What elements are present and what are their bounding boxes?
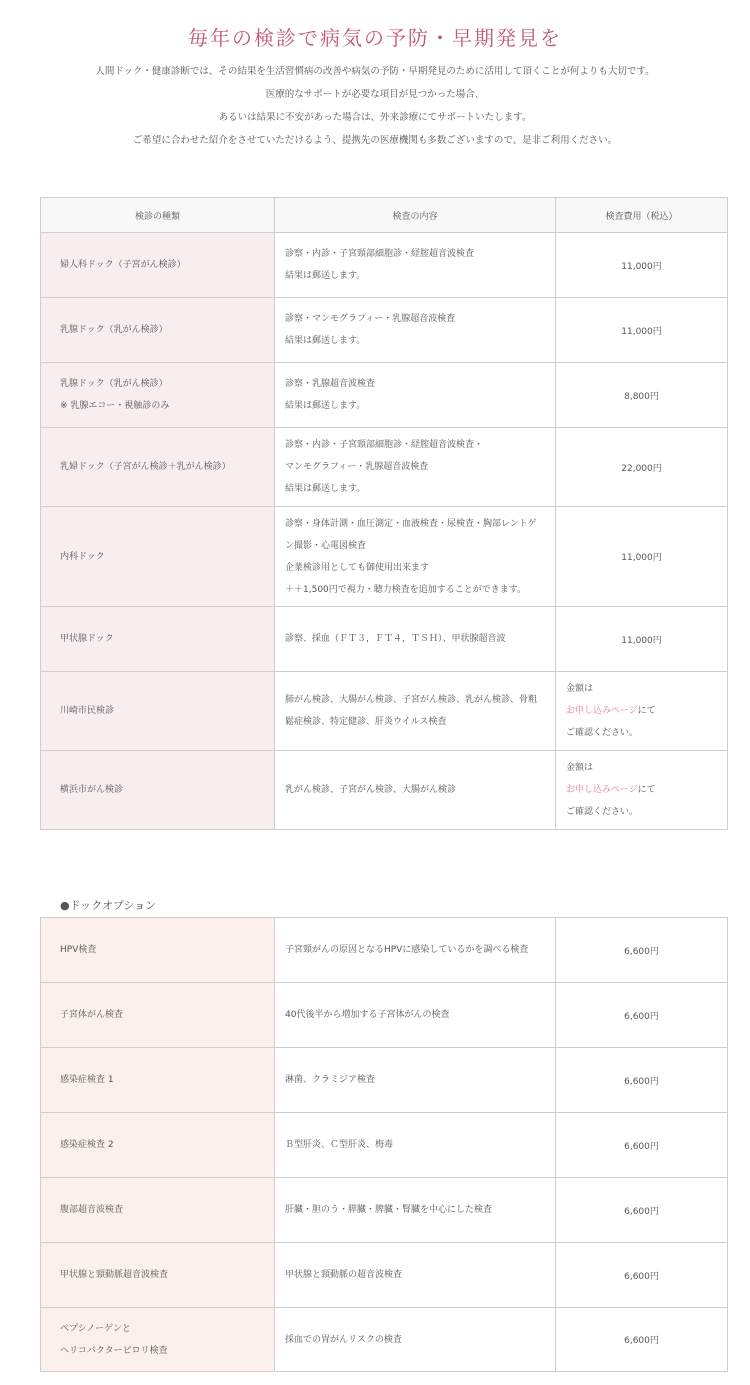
exam-type-cell: 内科ドック <box>41 507 275 607</box>
option-type-cell: 子宮体がん検査 <box>41 983 275 1048</box>
option-type-cell: 腹部超音波検査 <box>41 1178 275 1243</box>
option-price-cell: 6,600円 <box>556 1113 728 1178</box>
exam-price-cell: 8,800円 <box>556 363 728 428</box>
intro-text <box>0 60 750 152</box>
exam-content-cell: 診察・内診・子宮頸部細胞診・経腟超音波検査・ マンモグラフィー・乳腺超音波検査 結果は郵送します。 <box>275 428 556 507</box>
table-row <box>41 1113 728 1178</box>
option-type-cell: HPV検査 <box>41 918 275 983</box>
exam-price-table <box>40 197 728 830</box>
exam-price-cell: 金額は お申し込みページにて ご確認ください。 <box>556 672 728 751</box>
options-table <box>40 917 728 1372</box>
option-content-cell: 40代後半から増加する子宮体がんの検査 <box>275 983 556 1048</box>
exam-content-cell: 診察・乳腺超音波検査 結果は郵送します。 <box>275 363 556 428</box>
table-row <box>41 1243 728 1308</box>
exam-type-cell: 婦人科ドック（子宮がん検診） <box>41 233 275 298</box>
exam-price-cell: 11,000円 <box>556 233 728 298</box>
intro-line: ご希望に合わせた紹介をさせていただけるよう、提携先の医療機関も多数ございますので、是非ご利用ください。 <box>132 135 618 146</box>
exam-type-cell: 川崎市民検診 <box>41 672 275 751</box>
exam-price-cell: 11,000円 <box>556 507 728 607</box>
option-price-cell: 6,600円 <box>556 1178 728 1243</box>
table-row <box>41 428 728 507</box>
option-type-cell: 甲状腺と頸動脈超音波検査 <box>41 1243 275 1308</box>
option-price-cell: 6,600円 <box>556 1308 728 1372</box>
option-price-cell: 6,600円 <box>556 1243 728 1308</box>
exam-type-cell: 甲状腺ドック <box>41 607 275 672</box>
table-row <box>41 918 728 983</box>
exam-content-cell: 乳がん検診、子宮がん検診、大腸がん検診 <box>275 751 556 830</box>
exam-content-cell: 診察、採血（ＦＴ３，ＦＴ４，ＴＳＨ）、甲状腺超音波 <box>275 607 556 672</box>
exam-price-cell: 金額は お申し込みページにて ご確認ください。 <box>556 751 728 830</box>
exam-price-cell: 11,000円 <box>556 607 728 672</box>
table-header-row <box>41 198 728 233</box>
option-content-cell: 子宮頸がんの原因となるHPVに感染しているかを調べる検査 <box>275 918 556 983</box>
option-type-cell: 感染症検査 1 <box>41 1048 275 1113</box>
option-content-cell: 甲状腺と頸動脈の超音波検査 <box>275 1243 556 1308</box>
intro-line: 医療的なサポートが必要な項目が見つかった場合、 <box>265 89 485 100</box>
exam-type-cell: 乳腺ドック（乳がん検診） <box>41 298 275 363</box>
option-price-cell: 6,600円 <box>556 1048 728 1113</box>
exam-content-cell: 診察・身体計測・血圧測定・血液検査・尿検査・胸部レントゲ ン撮影・心電図検査 企業検診用としても御使用出来ます ＋＋1,500円で視力・聴力検査を追加することができます。 <box>275 507 556 607</box>
option-content-cell: 淋菌、クラミジア検査 <box>275 1048 556 1113</box>
table-row <box>41 233 728 298</box>
column-header-content: 検査の内容 <box>275 198 556 233</box>
application-page-link[interactable]: お申し込みページ <box>566 706 638 716</box>
table-row <box>41 298 728 363</box>
table-row <box>41 1178 728 1243</box>
table-row <box>41 607 728 672</box>
intro-line: あるいは結果に不安があった場合は、外来診療にてサポートいたします。 <box>218 112 532 123</box>
table-row <box>41 751 728 830</box>
table-row <box>41 983 728 1048</box>
exam-content-cell: 肺がん検診、大腸がん検診、子宮がん検診、乳がん検診、骨粗 鬆症検診、特定健診、肝炎ウイルス検査 <box>275 672 556 751</box>
table-row <box>41 672 728 751</box>
intro-line: 人間ドック・健康診断では、その結果を生活習慣病の改善や病気の予防・早期発見のために活用して頂くことが何よりも大切です。 <box>95 66 655 77</box>
exam-type-cell: 乳腺ドック（乳がん検診） ※ 乳腺エコー・視触診のみ <box>41 363 275 428</box>
option-content-cell: Ｂ型肝炎、Ｃ型肝炎、梅毒 <box>275 1113 556 1178</box>
option-content-cell: 肝臓・胆のう・膵臓・脾臓・腎臓を中心にした検査 <box>275 1178 556 1243</box>
option-type-cell: 感染症検査 2 <box>41 1113 275 1178</box>
option-type-cell: ペプシノーゲンと ヘリコバクターピロリ検査 <box>41 1308 275 1372</box>
table-row <box>41 1048 728 1113</box>
exam-content-cell: 診察・内診・子宮頸部細胞診・経腟超音波検査 結果は郵送します。 <box>275 233 556 298</box>
exam-price-cell: 22,000円 <box>556 428 728 507</box>
exam-content-cell: 診察・マンモグラフィー・乳腺超音波検査 結果は郵送します。 <box>275 298 556 363</box>
page-title: 毎年の検診で病気の予防・早期発見を <box>188 26 562 50</box>
exam-type-cell: 横浜市がん検診 <box>41 751 275 830</box>
option-price-cell: 6,600円 <box>556 918 728 983</box>
exam-price-cell: 11,000円 <box>556 298 728 363</box>
option-price-cell: 6,600円 <box>556 983 728 1048</box>
column-header-type: 検診の種類 <box>41 198 275 233</box>
application-page-link[interactable]: お申し込みページ <box>566 785 638 795</box>
options-section-label: ●ドックオプション <box>60 899 157 912</box>
option-content-cell: 採血での胃がんリスクの検査 <box>275 1308 556 1372</box>
table-row <box>41 1308 728 1372</box>
table-row <box>41 507 728 607</box>
exam-type-cell: 乳婦ドック（子宮がん検診＋乳がん検診） <box>41 428 275 507</box>
table-row <box>41 363 728 428</box>
column-header-price: 検査費用（税込） <box>556 198 728 233</box>
